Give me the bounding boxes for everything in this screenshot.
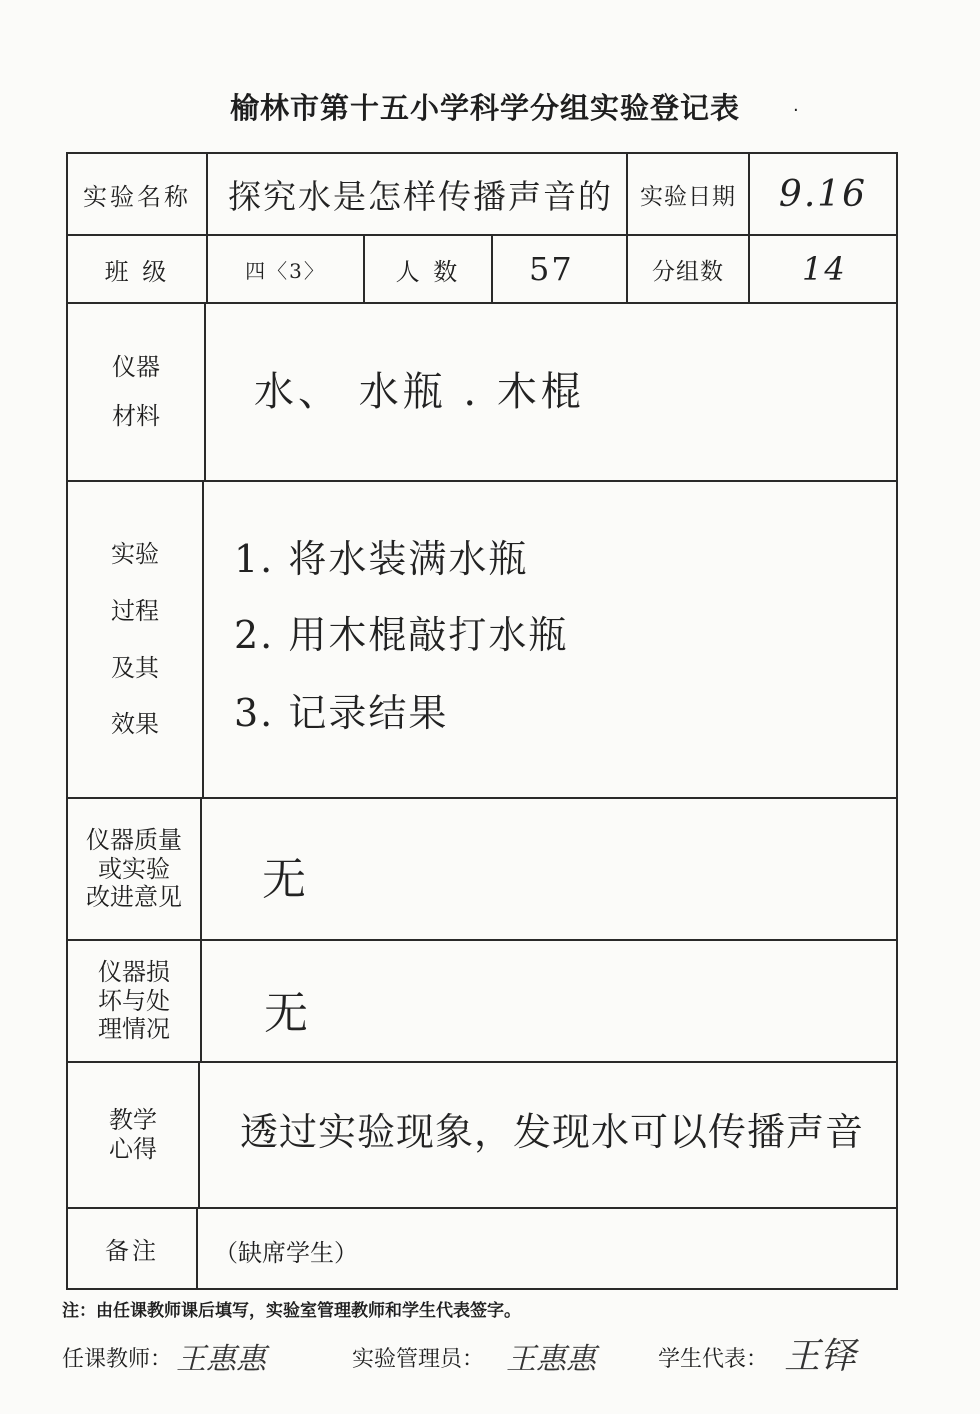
teaching-label bbox=[68, 1063, 200, 1209]
process-label-line-4: 效果 bbox=[111, 710, 159, 739]
signature-row bbox=[62, 1334, 922, 1394]
form-note: 注：由任课教师课后填写，实验室管理教师和学生代表签字。 bbox=[62, 1301, 521, 1321]
teacher-signature: 王惠惠 bbox=[176, 1342, 266, 1377]
damage-label-line-3: 理情况 bbox=[98, 1015, 170, 1044]
damage-label-line-2: 坏与处 bbox=[98, 986, 170, 1015]
process-label-line-1: 实验 bbox=[111, 539, 159, 568]
people-count-cell bbox=[493, 236, 628, 304]
experiment-date-cell bbox=[750, 154, 896, 236]
teaching-value: 透过实验现象，发现水可以传播声音 bbox=[240, 1110, 865, 1154]
equipment-label-line-1: 仪器 bbox=[112, 353, 160, 382]
teaching-label-line-2: 心得 bbox=[109, 1135, 157, 1163]
teacher-signature-label: 任课教师： bbox=[62, 1347, 173, 1372]
teaching-cell bbox=[200, 1063, 896, 1209]
experiment-name-label: 实验名称 bbox=[68, 154, 208, 236]
form-title: 榆林市第十五小学科学分组实验登记表 bbox=[229, 91, 740, 125]
equipment-label-line-2: 材料 bbox=[112, 402, 160, 430]
lab-admin-signature: 王惠惠 bbox=[506, 1342, 596, 1377]
remarks-cell bbox=[198, 1209, 896, 1288]
people-count-value: 57 bbox=[529, 250, 574, 288]
class-cell bbox=[208, 236, 365, 304]
process-step-3: 3. 记录结果 bbox=[234, 691, 449, 735]
process-label-line-3: 及其 bbox=[111, 653, 159, 682]
damage-cell bbox=[202, 941, 896, 1063]
quality-label-line-1: 仪器质量 bbox=[86, 825, 182, 854]
quality-label-line-2: 或实验 bbox=[98, 854, 170, 883]
group-count-cell bbox=[750, 236, 896, 304]
remarks-value: （缺席学生） bbox=[214, 1239, 358, 1267]
remarks-label: 备注 bbox=[68, 1209, 198, 1288]
quality-cell bbox=[202, 799, 896, 941]
equipment-cell bbox=[206, 304, 896, 482]
process-label-line-2: 过程 bbox=[111, 596, 159, 625]
lab-admin-signature-label: 实验管理员： bbox=[352, 1347, 485, 1372]
student-rep-signature-label: 学生代表： bbox=[658, 1347, 769, 1372]
process-step-1: 1. 将水装满水瓶 bbox=[234, 537, 529, 581]
quality-value: 无 bbox=[262, 854, 308, 905]
group-count-value: 14 bbox=[802, 250, 847, 288]
experiment-date-value: 9.16 bbox=[778, 173, 868, 215]
equipment-label bbox=[68, 304, 206, 482]
quality-label bbox=[68, 799, 202, 941]
damage-label bbox=[68, 941, 202, 1063]
student-rep-signature: 王铎 bbox=[784, 1336, 857, 1377]
experiment-name-value: 探究水是怎样传播声音的 bbox=[228, 176, 613, 216]
process-step-2: 2. 用木棍敲打水瓶 bbox=[234, 613, 569, 657]
class-value: 四〈3〉 bbox=[245, 258, 326, 283]
teaching-label-line-1: 教学 bbox=[109, 1106, 157, 1135]
equipment-value: 水、 水瓶 . 木棍 bbox=[254, 369, 585, 415]
process-cell bbox=[204, 482, 896, 799]
group-count-label: 分组数 bbox=[628, 236, 750, 304]
experiment-date-label: 实验日期 bbox=[628, 154, 750, 236]
damage-value: 无 bbox=[264, 988, 310, 1039]
quality-label-line-3: 改进意见 bbox=[86, 883, 182, 912]
process-label bbox=[68, 482, 204, 799]
people-count-label: 人 数 bbox=[365, 236, 493, 304]
experiment-name-cell bbox=[208, 154, 628, 236]
title-mark: · bbox=[793, 100, 799, 121]
damage-label-line-1: 仪器损 bbox=[98, 957, 170, 986]
registration-table bbox=[66, 152, 898, 1290]
class-label: 班 级 bbox=[68, 236, 208, 304]
